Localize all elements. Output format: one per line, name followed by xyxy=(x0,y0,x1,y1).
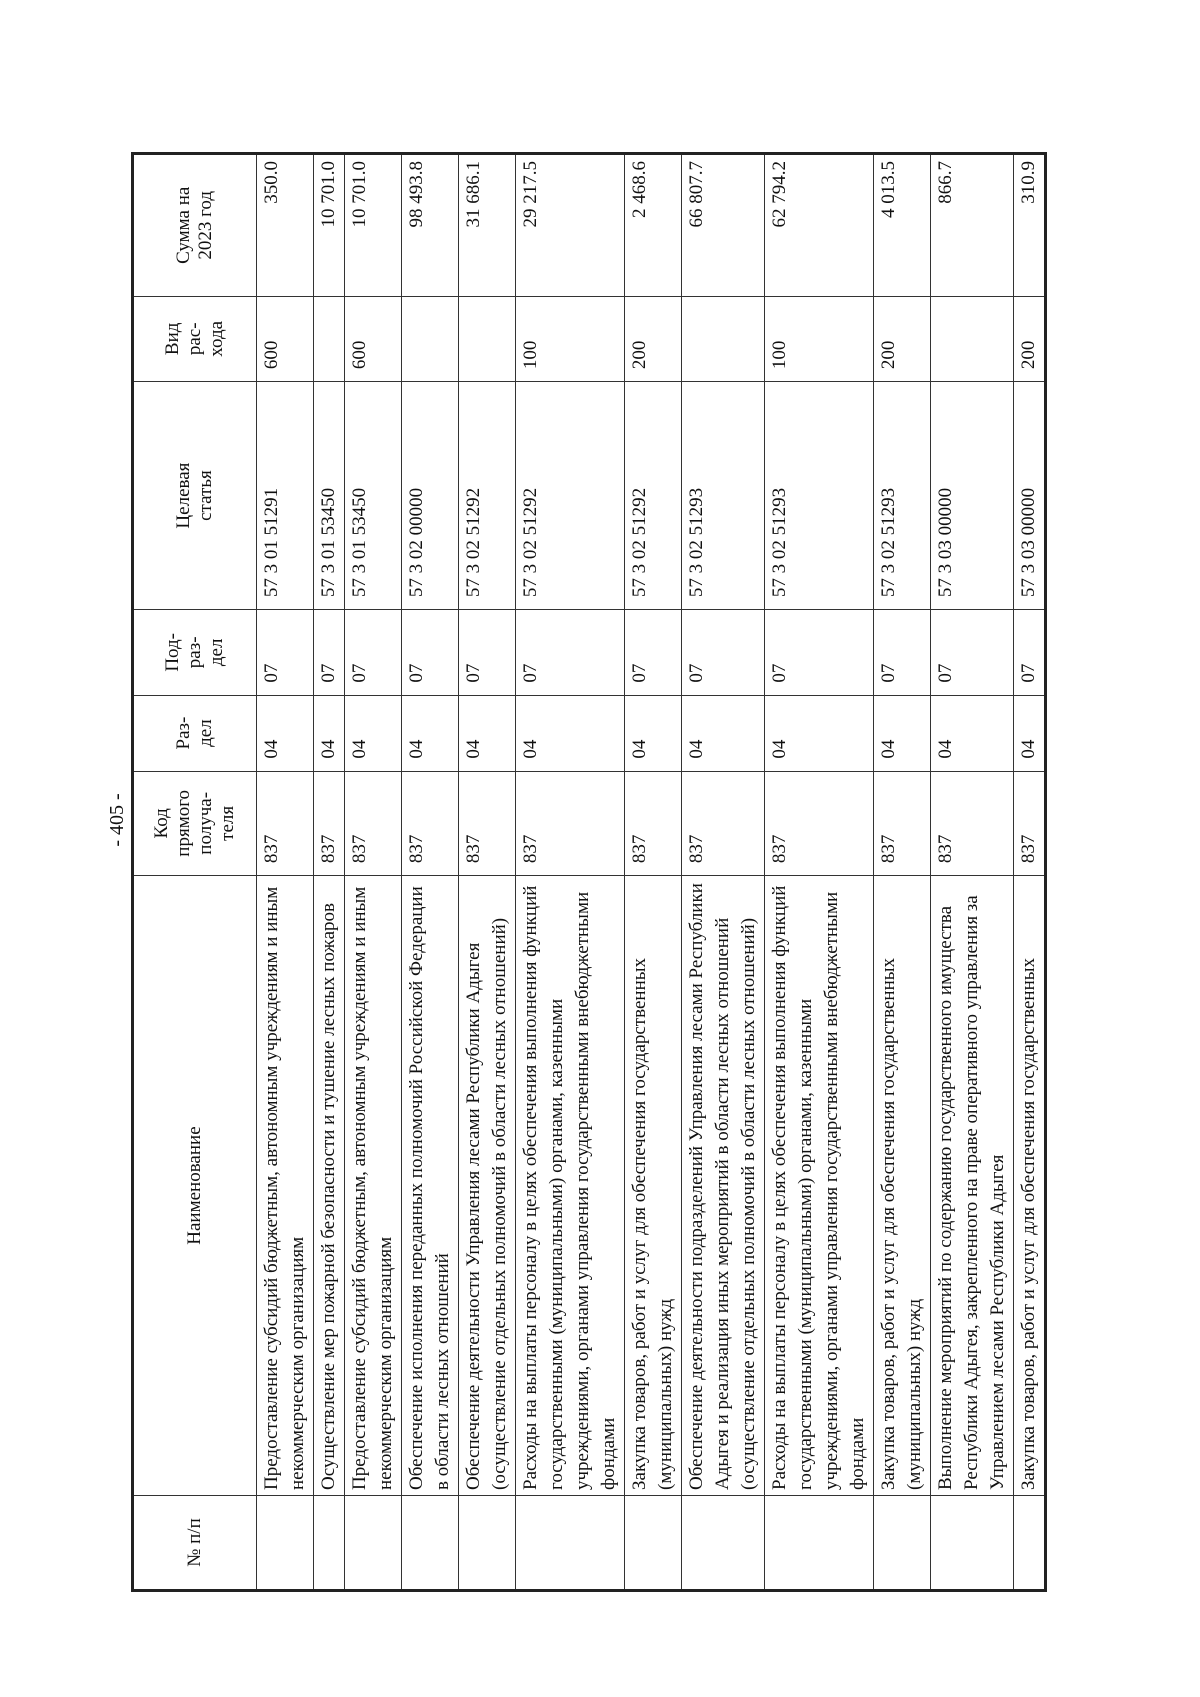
row-subsection: 07 xyxy=(874,610,931,696)
row-amount: 2 468.6 xyxy=(625,154,682,297)
row-section: 04 xyxy=(459,695,516,771)
header-section: Раз- дел xyxy=(133,695,257,771)
row-amount: 866.7 xyxy=(931,154,1014,297)
row-target: 57 3 02 51292 xyxy=(459,382,516,610)
row-exp-type xyxy=(459,296,516,382)
row-subsection: 07 xyxy=(682,610,765,696)
row-exp-type xyxy=(402,296,459,382)
row-num xyxy=(459,1496,516,1591)
header-num: № п/п xyxy=(133,1496,257,1591)
row-exp-type: 200 xyxy=(874,296,931,382)
row-section: 04 xyxy=(345,695,402,771)
row-amount: 10 701.0 xyxy=(345,154,402,297)
table-row xyxy=(402,154,459,1591)
row-num xyxy=(931,1496,1014,1591)
row-subsection: 07 xyxy=(402,610,459,696)
row-exp-type: 200 xyxy=(1014,296,1046,382)
row-name: Осуществление мер пожарной безопасности и тушение лесных пожаров xyxy=(314,876,345,1496)
table-row xyxy=(1014,154,1046,1591)
table-row xyxy=(345,154,402,1591)
row-exp-type: 600 xyxy=(345,296,402,382)
row-subsection: 07 xyxy=(931,610,1014,696)
row-amount: 62 794.2 xyxy=(765,154,874,297)
row-name: Обеспечение деятельности Управления лесами Республики Адыгея (осуществление отдельных полномочий в области лесных отношений) xyxy=(459,876,516,1496)
row-name: Предоставление субсидий бюджетным, автономным учреждениям и иным некоммерческим организациям xyxy=(345,876,402,1496)
row-name: Предоставление субсидий бюджетным, автономным учреждениям и иным некоммерческим организациям xyxy=(257,876,314,1496)
row-name: Закупка товаров, работ и услуг для обеспечения государственных (муниципальных) нужд xyxy=(625,876,682,1496)
row-section: 04 xyxy=(682,695,765,771)
row-code: 837 xyxy=(516,771,625,876)
row-section: 04 xyxy=(931,695,1014,771)
row-section: 04 xyxy=(516,695,625,771)
row-exp-type xyxy=(682,296,765,382)
row-name: Выполнение мероприятий по содержанию государственного имущества Республики Адыгея, закрепленного на праве оперативного управления за Управлением лесами Республики Адыгея xyxy=(931,876,1014,1496)
row-target: 57 3 02 51293 xyxy=(682,382,765,610)
row-code: 837 xyxy=(765,771,874,876)
row-num xyxy=(1014,1496,1046,1591)
rotated-page-content xyxy=(131,152,1039,1592)
row-target: 57 3 02 51292 xyxy=(625,382,682,610)
row-exp-type: 100 xyxy=(765,296,874,382)
row-code: 837 xyxy=(314,771,345,876)
row-amount: 10 701.0 xyxy=(314,154,345,297)
table-row xyxy=(314,154,345,1591)
row-subsection: 07 xyxy=(257,610,314,696)
row-amount: 66 807.7 xyxy=(682,154,765,297)
row-num xyxy=(625,1496,682,1591)
header-name: Наименование xyxy=(133,876,257,1496)
budget-table xyxy=(131,152,1047,1592)
row-subsection: 07 xyxy=(1014,610,1046,696)
row-num xyxy=(402,1496,459,1591)
row-code: 837 xyxy=(625,771,682,876)
row-code: 837 xyxy=(459,771,516,876)
row-amount: 4 013.5 xyxy=(874,154,931,297)
row-amount: 98 493.8 xyxy=(402,154,459,297)
row-section: 04 xyxy=(765,695,874,771)
row-exp-type xyxy=(931,296,1014,382)
row-num xyxy=(682,1496,765,1591)
row-code: 837 xyxy=(682,771,765,876)
row-section: 04 xyxy=(314,695,345,771)
row-num xyxy=(516,1496,625,1591)
table-row xyxy=(874,154,931,1591)
table-row xyxy=(765,154,874,1591)
header-amount: Сумма на 2023 год xyxy=(133,154,257,297)
row-name: Расходы на выплаты персоналу в целях обеспечения выполнения функций государственными (муниципальными) органами, казенными учреждениями, органами управления государственными внебюджетными фондами xyxy=(516,876,625,1496)
row-section: 04 xyxy=(402,695,459,771)
row-code: 837 xyxy=(402,771,459,876)
row-name: Расходы на выплаты персоналу в целях обеспечения выполнения функций государственными (муниципальными) органами, казенными учреждениями, органами управления государственными внебюджетными фондами xyxy=(765,876,874,1496)
row-name: Закупка товаров, работ и услуг для обеспечения государственных (муниципальных) нужд xyxy=(874,876,931,1496)
row-code: 837 xyxy=(874,771,931,876)
row-exp-type: 600 xyxy=(257,296,314,382)
row-name: Обеспечение исполнения переданных полномочий Российской Федерации в области лесных отношений xyxy=(402,876,459,1496)
row-section: 04 xyxy=(874,695,931,771)
table-row xyxy=(625,154,682,1591)
page-number: - 405 - xyxy=(106,793,128,847)
row-target: 57 3 03 00000 xyxy=(1014,382,1046,610)
row-section: 04 xyxy=(1014,695,1046,771)
row-section: 04 xyxy=(625,695,682,771)
header-subsection: Под- раз- дел xyxy=(133,610,257,696)
row-num xyxy=(765,1496,874,1591)
row-code: 837 xyxy=(931,771,1014,876)
header-code: Код прямого получа- теля xyxy=(133,771,257,876)
row-target: 57 3 01 53450 xyxy=(345,382,402,610)
row-code: 837 xyxy=(257,771,314,876)
row-name: Обеспечение деятельности подразделений Управления лесами Республики Адыгея и реализация иных мероприятий в области лесных отношений (осуществление отдельных полномочий в области лесных отношений) xyxy=(682,876,765,1496)
row-subsection: 07 xyxy=(765,610,874,696)
row-code: 837 xyxy=(345,771,402,876)
row-target: 57 3 02 51293 xyxy=(765,382,874,610)
row-num xyxy=(874,1496,931,1591)
table-header-row xyxy=(133,154,257,1591)
table-row xyxy=(931,154,1014,1591)
row-amount: 29 217.5 xyxy=(516,154,625,297)
row-num xyxy=(257,1496,314,1591)
row-target: 57 3 01 51291 xyxy=(257,382,314,610)
row-subsection: 07 xyxy=(459,610,516,696)
table-row xyxy=(516,154,625,1591)
row-name: Закупка товаров, работ и услуг для обеспечения государственных xyxy=(1014,876,1046,1496)
row-target: 57 3 01 53450 xyxy=(314,382,345,610)
row-exp-type: 200 xyxy=(625,296,682,382)
row-section: 04 xyxy=(257,695,314,771)
row-target: 57 3 02 51292 xyxy=(516,382,625,610)
header-exp-type: Вид рас- хода xyxy=(133,296,257,382)
row-target: 57 3 02 00000 xyxy=(402,382,459,610)
row-num xyxy=(345,1496,402,1591)
row-exp-type: 100 xyxy=(516,296,625,382)
row-num xyxy=(314,1496,345,1591)
table-row xyxy=(459,154,516,1591)
row-amount: 310.9 xyxy=(1014,154,1046,297)
row-target: 57 3 03 00000 xyxy=(931,382,1014,610)
row-subsection: 07 xyxy=(314,610,345,696)
row-target: 57 3 02 51293 xyxy=(874,382,931,610)
row-amount: 31 686.1 xyxy=(459,154,516,297)
table-row xyxy=(682,154,765,1591)
row-subsection: 07 xyxy=(345,610,402,696)
row-exp-type xyxy=(314,296,345,382)
table-row xyxy=(257,154,314,1591)
row-subsection: 07 xyxy=(516,610,625,696)
row-subsection: 07 xyxy=(625,610,682,696)
row-amount: 350.0 xyxy=(257,154,314,297)
header-target: Целевая статья xyxy=(133,382,257,610)
row-code: 837 xyxy=(1014,771,1046,876)
